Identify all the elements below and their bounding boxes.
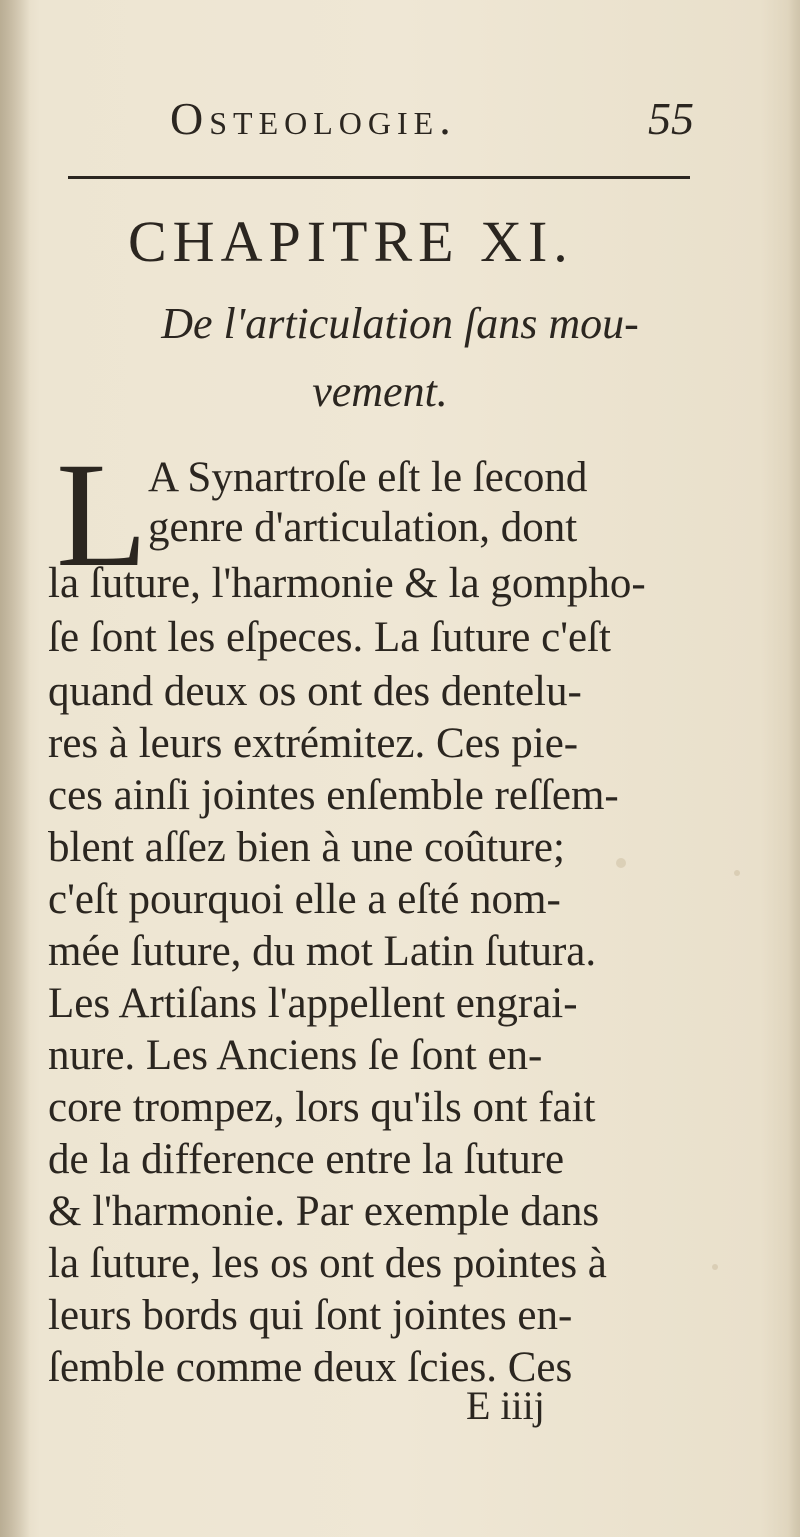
text-line: ces ainſi jointes enſemble reſſem- — [48, 772, 619, 819]
drop-cap: L — [56, 432, 148, 598]
chapter-title: CHAPITRE XI. — [128, 209, 574, 274]
text-line: quand deux os ont des dentelu- — [48, 668, 582, 715]
text-line: Les Artiſans l'appellent engrai- — [48, 980, 578, 1027]
gutter-shadow — [0, 0, 30, 1537]
signature-mark: E iiij — [466, 1383, 545, 1428]
text-line: core trompez, lors qu'ils ont fait — [48, 1084, 596, 1131]
header-rule — [68, 176, 690, 179]
ink-spot — [734, 870, 740, 876]
text-line: leurs bords qui ſont jointes en- — [48, 1292, 573, 1339]
text-line: de la difference entre la ſuture — [48, 1136, 565, 1183]
text-line: blent aſſez bien à une coûture; — [48, 824, 565, 871]
text-line: & l'harmonie. Par exemple dans — [48, 1188, 600, 1235]
page-number: 55 — [648, 93, 694, 144]
text-line: ſemble comme deux ſcies. Ces — [48, 1344, 573, 1391]
ink-spot — [616, 858, 626, 868]
chapter-subtitle-line-2: vement. — [312, 367, 448, 416]
page-edge — [788, 0, 800, 1537]
text-line: genre d'articulation, dont — [148, 504, 578, 551]
text-line: A Synartroſe eſt le ſecond — [148, 454, 588, 501]
text-line: la ſuture, les os ont des pointes à — [48, 1240, 607, 1287]
text-line: ſe ſont les eſpeces. La ſuture c'eſt — [48, 614, 611, 661]
running-title: Osteologie. — [170, 93, 457, 144]
text-line: la ſuture, l'harmonie & la gompho- — [48, 560, 646, 607]
text-line: mée ſuture, du mot Latin ſutura. — [48, 928, 597, 975]
text-line: c'eſt pourquoi elle a eſté nom- — [48, 876, 561, 923]
ink-spot — [712, 1264, 718, 1270]
chapter-subtitle-line-1: De l'articulation ſans mou- — [161, 299, 639, 348]
text-line: res à leurs extrémitez. Ces pie- — [48, 720, 579, 767]
text-line: nure. Les Anciens ſe ſont en- — [48, 1032, 543, 1079]
